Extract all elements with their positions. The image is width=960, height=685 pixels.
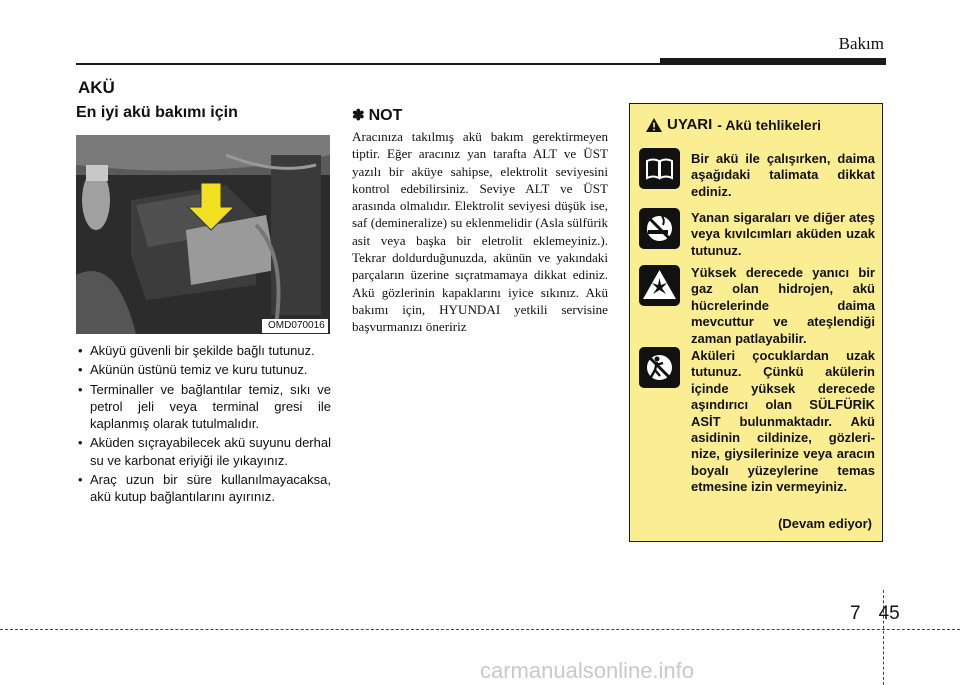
note-body: Aracınıza takılmış akü bakım gerektirmeyen tiptir. Eğer aracınız yan tarafta ALT ve ÜST yazılı bir aküye sahipse, elektrolit seviyesini kontrol edebilirsiniz. Seviye ALT ve ÜST arasında olmalıdır. Elektrolit seviyesi düşük ise, saf (demineralize) su eklenmelidir (Asla sülfürik asit veya başka bir eletrolit eklemeyiniz.). Tekrar doldurduğunuzda, akünün ve yakındaki parçaların üzerine sıçratmamaya dikkat ediniz. Akü gözlerinin kapaklarını iyice sıkınız. Akü bakımı için, HYUNDAI yetkili servisine başvurmanızı öneririz — [352, 129, 608, 335]
continued-label: (Devam ediyor) — [778, 516, 872, 531]
section-title: AKÜ — [78, 78, 115, 97]
no-children-icon — [639, 347, 680, 388]
page-number — [850, 603, 900, 625]
warning-subtitle: - Akü tehlikeleri — [717, 116, 822, 133]
note-mark-icon: ✽ — [352, 107, 365, 124]
list-item: • Aküden sıçrayabilecek akü suyunu derhal su ve karbonat eriyiği ile yıkayınız. — [76, 434, 331, 469]
list-item: • Terminaller ve bağlantılar temiz, sıkı ve petrol jeli veya terminal gresi ile kaplanmış olarak tutulmalıdır. — [76, 381, 331, 433]
book-icon — [639, 148, 680, 189]
list-item: • Araç uzun bir süre kullanılmayacaksa, akü kutup bağlantılarını ayırınız. — [76, 471, 331, 506]
list-item: • Akünün üstünü temiz ve kuru tutunuz. — [76, 361, 331, 378]
warning-triangle-icon — [646, 118, 662, 132]
care-bullet-list — [76, 342, 331, 508]
footer-rule — [0, 629, 960, 630]
photo-code: OMD070016 — [268, 320, 325, 331]
warning-item-text: Bir akü ile çalışırken, daima aşağıdaki talimata dikkat ediniz. — [691, 151, 875, 199]
care-title: En iyi akü bakımı için — [76, 104, 238, 121]
note-title-text: NOT — [368, 107, 403, 124]
warning-box — [629, 103, 883, 542]
explosion-icon — [639, 265, 680, 306]
list-item: • Aküyü güvenli bir şekilde bağlı tutunuz. — [76, 342, 331, 359]
watermark: carmanualsonline.info — [480, 658, 695, 683]
header-title: Bakım — [838, 34, 884, 53]
page-number-value: 45 — [878, 603, 900, 624]
chapter-number: 7 — [850, 603, 861, 624]
note-title — [352, 106, 402, 125]
warning-item-text: Yanan sigaraları ve diğer ateş veya kıvılcımları aküden uzak tutunuz. — [691, 210, 875, 258]
warning-item-text: Yüksek derecede yanıcı bir gaz olan hidrojen, akü hücrelerinde daima mevcuttur ve ateşlendiği zaman patlayabilir. — [691, 265, 875, 346]
warning-item-text: Aküleri çocuklardan uzak tutunuz. Çünkü akülerin içinde yüksek derecede aşındırıcı olan SÜLFÜRİK ASİT bulunmaktadır. Akü asidinin cildinize, gözleri-nize, giysilerinize veya aracın boyalı yüzeylerine temas etmesine izin vermeyiniz. — [691, 348, 875, 495]
warning-label: UYARI — [667, 116, 713, 133]
warning-heading — [646, 116, 821, 133]
no-smoking-icon — [639, 208, 680, 249]
header-rule-accent — [660, 58, 886, 64]
engine-bay-photo — [76, 135, 330, 334]
